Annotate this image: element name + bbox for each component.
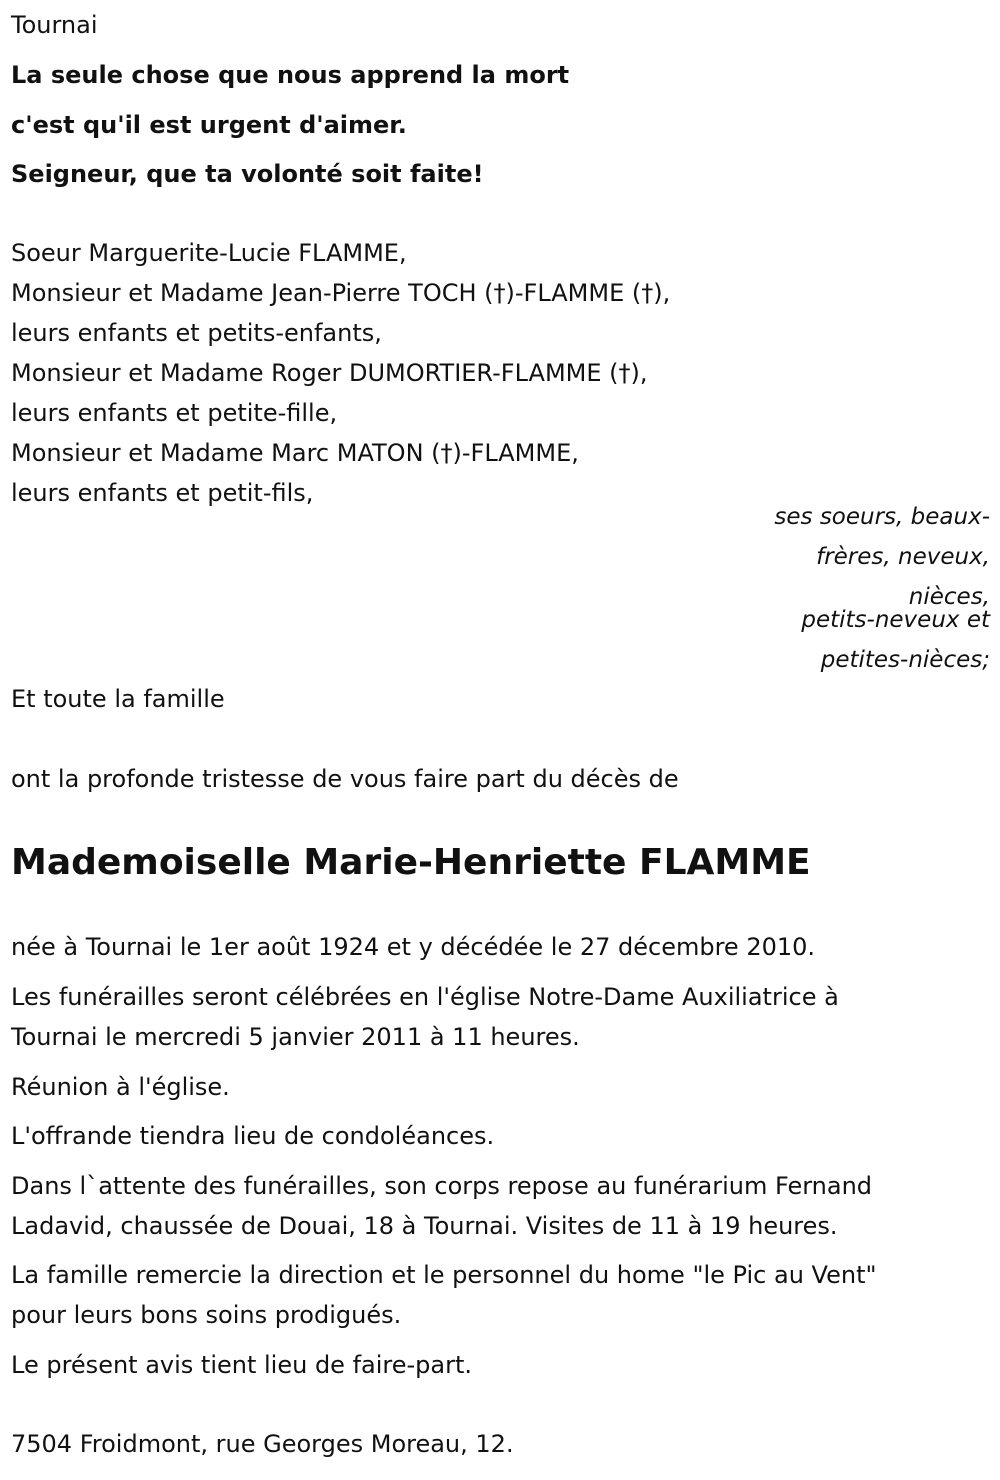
relatives-line-1: ses soeurs, beaux- — [774, 504, 990, 530]
detail-line-9: pour leurs bons soins prodigués. — [11, 1301, 402, 1329]
header-city: Tournai — [11, 11, 98, 39]
detail-line-1: née à Tournai le 1er août 1924 et y décédée le 27 décembre 2010. — [11, 933, 816, 961]
family-line-1: Soeur Marguerite-Lucie FLAMME, — [11, 239, 407, 267]
family-line-2: Monsieur et Madame Jean-Pierre TOCH (†)-FLAMME (†), — [11, 279, 671, 307]
whole-family: Et toute la famille — [11, 685, 225, 713]
detail-line-5: L'offrande tiendra lieu de condoléances. — [11, 1122, 495, 1150]
detail-line-4: Réunion à l'église. — [11, 1073, 230, 1101]
quote-line-1: La seule chose que nous apprend la mort — [11, 61, 570, 89]
family-line-3: leurs enfants et petits-enfants, — [11, 319, 382, 347]
relatives-line-2: frères, neveux, — [816, 544, 990, 570]
address: 7504 Froidmont, rue Georges Moreau, 12. — [11, 1430, 514, 1458]
detail-line-6: Dans l`attente des funérailles, son corps repose au funérarium Fernand — [11, 1172, 873, 1200]
quote-line-3: Seigneur, que ta volonté soit faite! — [11, 160, 484, 188]
family-line-7: leurs enfants et petit-fils, — [11, 479, 314, 507]
detail-line-2: Les funérailles seront célébrées en l'église Notre-Dame Auxiliatrice à — [11, 983, 839, 1011]
relatives-line-5: petites-nièces; — [820, 647, 990, 673]
detail-line-10: Le présent avis tient lieu de faire-part. — [11, 1351, 473, 1379]
relatives-line-3: nièces, — [908, 584, 990, 610]
detail-line-8: La famille remercie la direction et le personnel du home "le Pic au Vent" — [11, 1261, 877, 1289]
family-line-5: leurs enfants et petite-fille, — [11, 399, 338, 427]
family-line-6: Monsieur et Madame Marc MATON (†)-FLAMME, — [11, 439, 579, 467]
quote-line-2: c'est qu'il est urgent d'aimer. — [11, 111, 407, 139]
deceased-name: Mademoiselle Marie-Henriette FLAMME — [11, 842, 811, 883]
detail-line-3: Tournai le mercredi 5 janvier 2011 à 11 heures. — [11, 1023, 580, 1051]
detail-line-7: Ladavid, chaussée de Douai, 18 à Tournai. Visites de 11 à 19 heures. — [11, 1212, 838, 1240]
family-line-4: Monsieur et Madame Roger DUMORTIER-FLAMME (†), — [11, 359, 648, 387]
relatives-line-4: petits-neveux et — [801, 607, 990, 633]
announcement: ont la profonde tristesse de vous faire part du décès de — [11, 765, 679, 793]
